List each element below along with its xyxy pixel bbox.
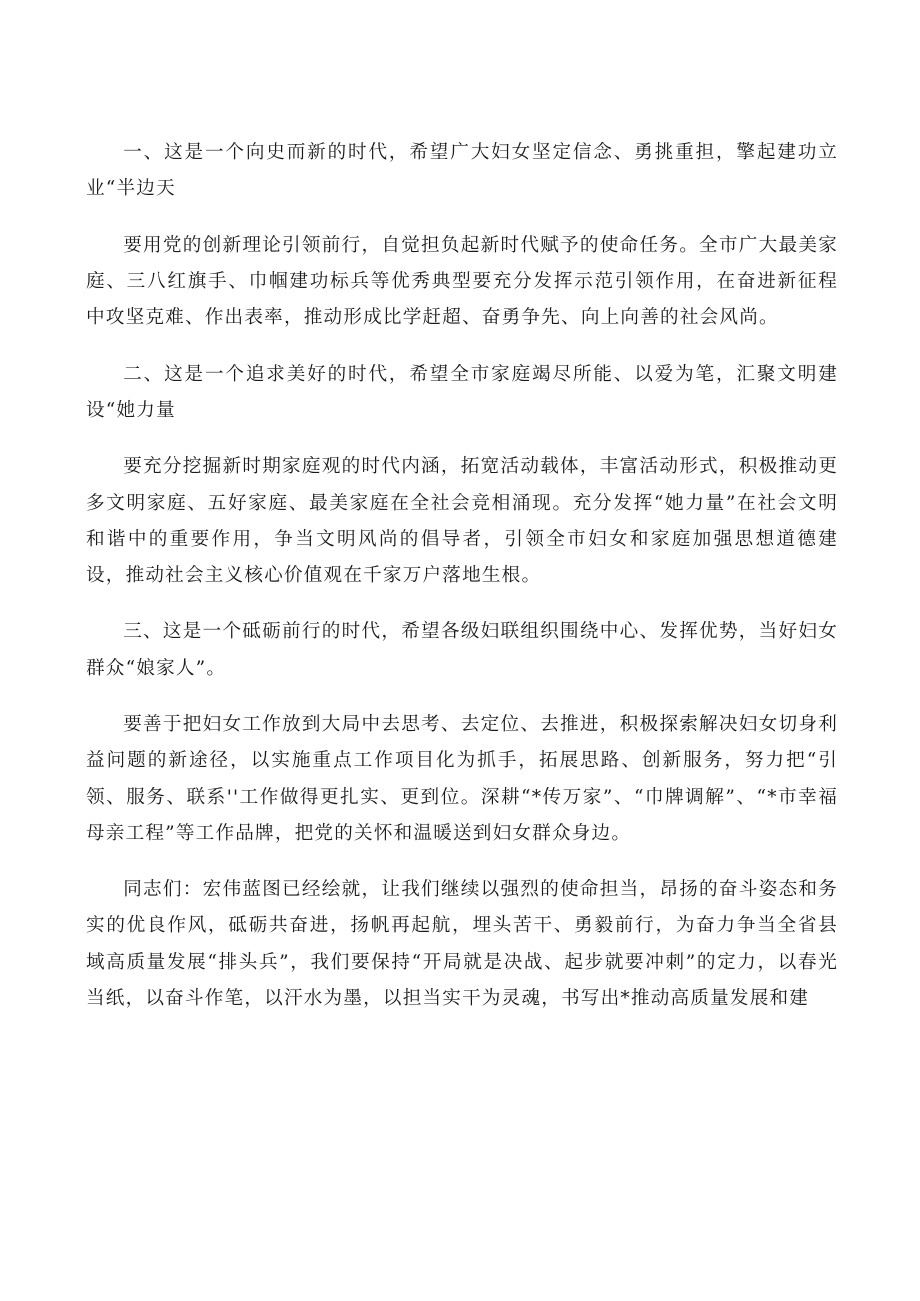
closing-paragraph: 同志们：宏伟蓝图已经绘就，让我们继续以强烈的使命担当，昂扬的奋斗姿态和务实的优良作风，砥砺共奋进，扬帆再起航，埋头苦干、勇毅前行，为奋力争当全省县域高质量发展“排头兵”，我们要保持“开局就是决战、起步就要冲刺”的定力，以春光当纸，以奋斗作笔，以汗水为墨，以担当实干为灵魂，书写出*推动高质量发展和建: [86, 879, 838, 1009]
body-paragraph-3: 要善于把妇女工作放到大局中去思考、去定位、去推进，积极探索解决妇女切身利益问题的新途径，以实施重点工作项目化为抓手，拓展思路、创新服务，努力把“引领、服务、联系''工作做得更扎实、更到位。深耕“*传万家”、“巾牌调解”、“*市幸福母亲工程”等工作品牌，把党的关怀和温暖送到妇女群众身边。: [86, 714, 838, 844]
body-paragraph-2: 要充分挖掘新时期家庭观的时代内涵，拓宽活动载体，丰富活动形式，积极推动更多文明家庭、五好家庭、最美家庭在全社会竞相涌现。充分发挥“她力量”在社会文明和谐中的重要作用，争当文明风尚的倡导者，引领全市妇女和家庭加强思想道德建设，推动社会主义核心价值观在千家万户落地生根。: [86, 456, 838, 586]
section-heading-3: 三、这是一个砥砺前行的时代，希望各级妇联组织围绕中心、发挥优势，当好妇女群众“娘家人”。: [86, 621, 838, 679]
body-paragraph-1: 要用党的创新理论引领前行，自觉担负起新时代赋予的使命任务。全市广大最美家庭、三八红旗手、巾帼建功标兵等优秀典型要充分发挥示范引领作用，在奋进新征程中攻坚克难、作出表率，推动形成比学赶超、奋勇争先、向上向善的社会风尚。: [86, 234, 838, 329]
section-heading-2: 二、这是一个追求美好的时代，希望全市家庭竭尽所能、以爱为笔，汇聚文明建设“她力量: [86, 363, 838, 421]
section-heading-1: 一、这是一个向史而新的时代，希望广大妇女坚定信念、勇挑重担，擎起建功立业“半边天: [86, 142, 838, 200]
document-body: [86, 135, 838, 1037]
